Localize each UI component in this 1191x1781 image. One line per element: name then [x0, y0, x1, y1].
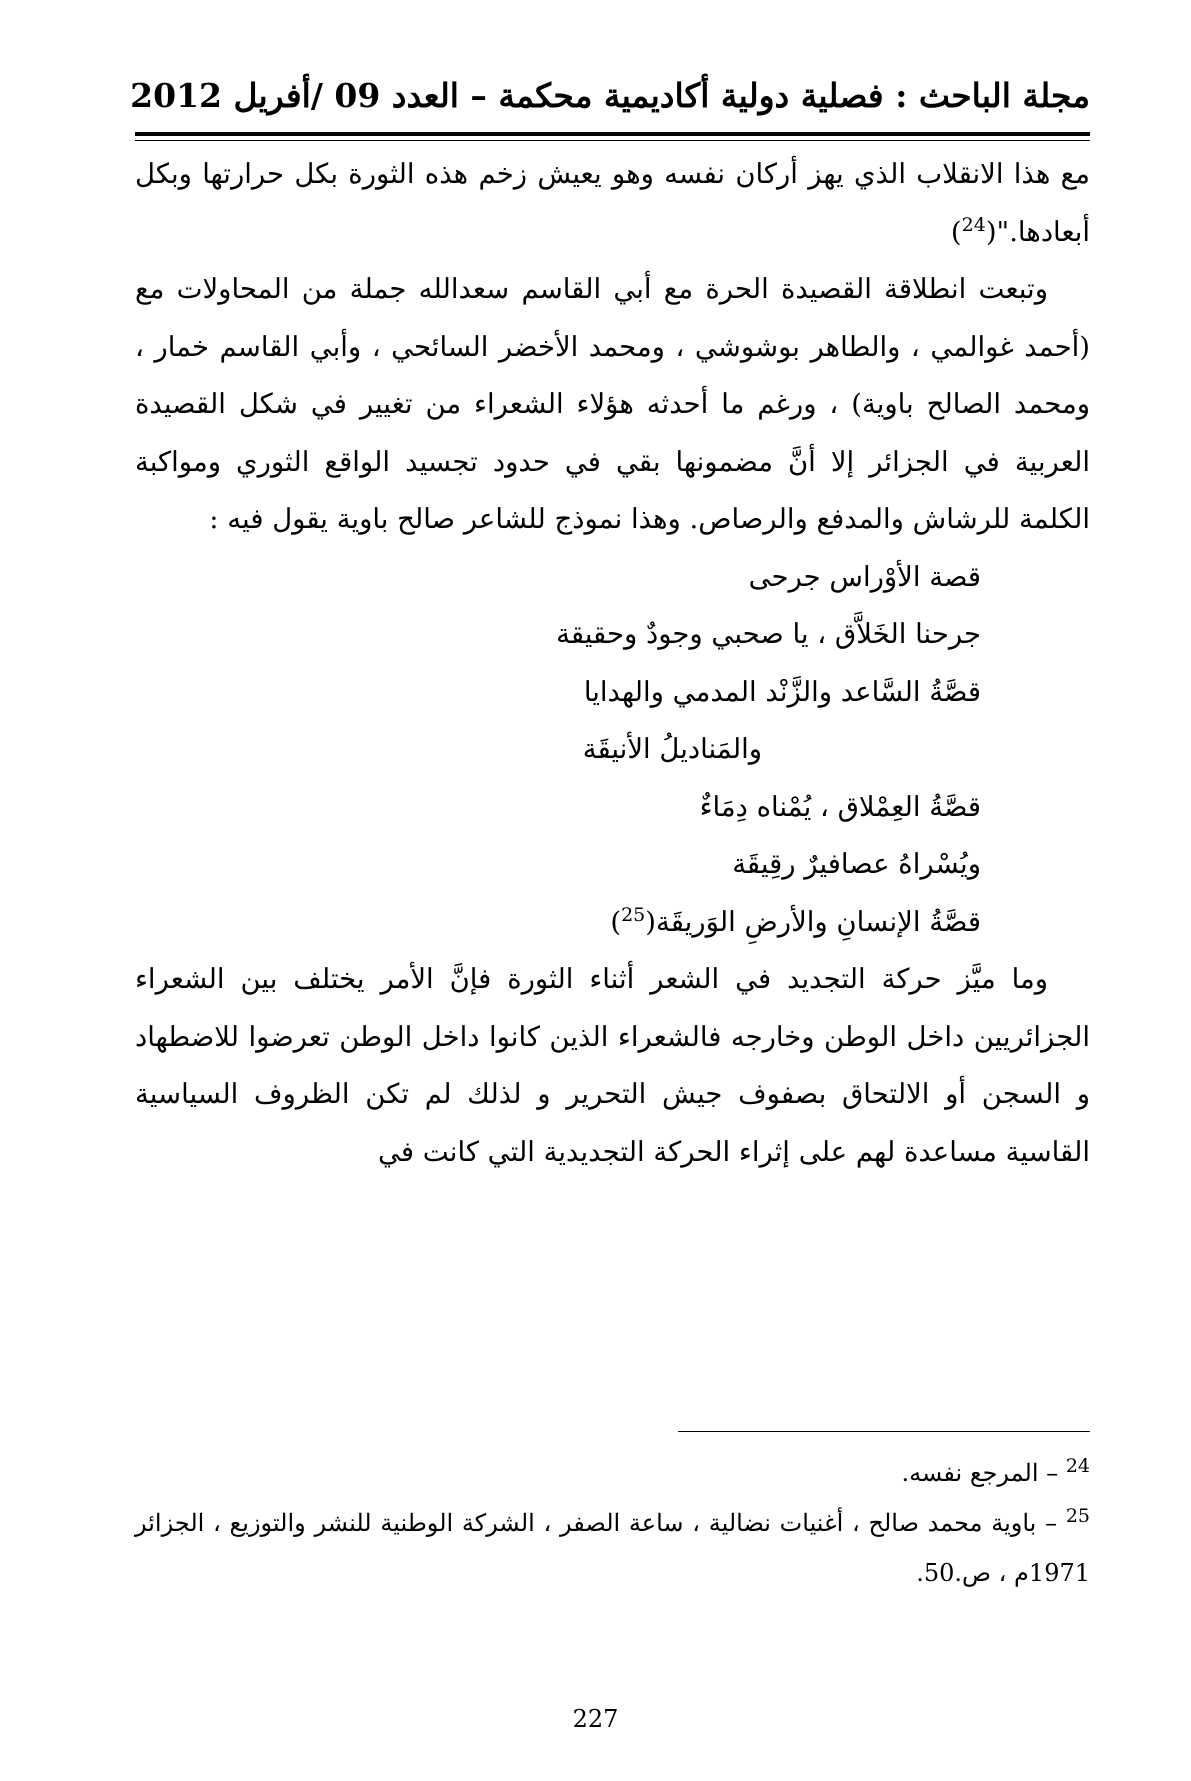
- poem-line-2: جرحنا الخَلاَّق ، يا صحبي وجودٌ وحقيقة: [556, 618, 981, 650]
- footnote-text: – باوية محمد صالح ، أغنيات نضالية ، ساعة الصفر ، الشركة الوطنية للنشر والتوزيع ، الجزائر 1971م ، ص.50.: [135, 1509, 1090, 1587]
- poem-line-7: [135, 894, 981, 952]
- footnote-rule: [678, 1431, 1090, 1432]
- poem-block: [135, 549, 1090, 952]
- footnote-25: [135, 1498, 1090, 1598]
- poem-line-3: قصَّةُ السَّاعد والزَّنْد المدمي والهدايا: [583, 675, 981, 708]
- footnotes: [135, 1448, 1090, 1598]
- header-rule-thick: [135, 132, 1090, 136]
- footnote-24: [135, 1448, 1090, 1498]
- poem-line-1: قصة الأوْراس جرحى: [748, 560, 981, 593]
- body-text: [135, 146, 1090, 1181]
- poem-line-4: والمَناديلُ الأنيقَة: [582, 733, 762, 765]
- footnote-ref-25: 25: [621, 903, 646, 926]
- poem-line-6: ويُسْراهُ عصافيرٌ رقِيقَة: [732, 848, 981, 880]
- poem-line-5: قصَّةُ العِمْلاق ، يُمْناه دِمَاءٌ: [699, 790, 981, 823]
- running-header: مجلة الباحث : فصلية دولية أكاديمية محكمة – العدد 09 /أفريل 2012: [130, 76, 1090, 115]
- poem-line-7-text: قصَّةُ الإنسانِ والأرضِ الوَريقَة(: [645, 905, 981, 938]
- footnote-number: 25: [1065, 1505, 1090, 1527]
- page-number: 227: [572, 1705, 619, 1733]
- paragraph-text: مع هذا الانقلاب الذي يهز أركان نفسه وهو يعيش زخم هذه الثورة بكل حرارتها وبكل أبعادها."(: [135, 158, 1090, 248]
- footnote-ref-24: 24: [961, 213, 986, 236]
- header-rule-thin: [135, 140, 1090, 141]
- paragraph-intro-poem: وتبعت انطلاقة القصيدة الحرة مع أبي القاسم سعدالله جملة من المحاولات مع (أحمد غوالمي ، والطاهر بوشوشي ، ومحمد الأخضر السائحي ، وأبي القاسم خمار ، ومحمد الصالح باوية) ، ورغم ما أحدثه هؤلاء الشعراء من تغيير في شكل القصيدة العربية في الجزائر إلا أنَّ مضمونها بقي في حدود تجسيد الواقع الثوري ومواكبة الكلمة للرشاش والمدفع والرصاص. وهذا نموذج للشاعر صالح باوية يقول فيه :: [135, 273, 1090, 535]
- footnote-text: – المرجع نفسه.: [901, 1459, 1059, 1487]
- footnote-number: 24: [1065, 1455, 1090, 1477]
- paragraph-renewal: وما ميَّز حركة التجديد في الشعر أثناء الثورة فإنَّ الأمر يختلف بين الشعراء الجزائريين داخل الوطن وخارجه فالشعراء الذين كانوا داخل الوطن تعرضوا للاضطهاد و السجن أو الالتحاق بصفوف جيش التحرير و لذلك لم تكن الظروف السياسية القاسية مساعدة لهم على إثراء الحركة التجديدية التي كانت في: [135, 963, 1090, 1168]
- paragraph-paren: ): [950, 215, 962, 248]
- paragraph-continuation: [135, 146, 1090, 261]
- poem-line-7-paren: ): [610, 905, 622, 938]
